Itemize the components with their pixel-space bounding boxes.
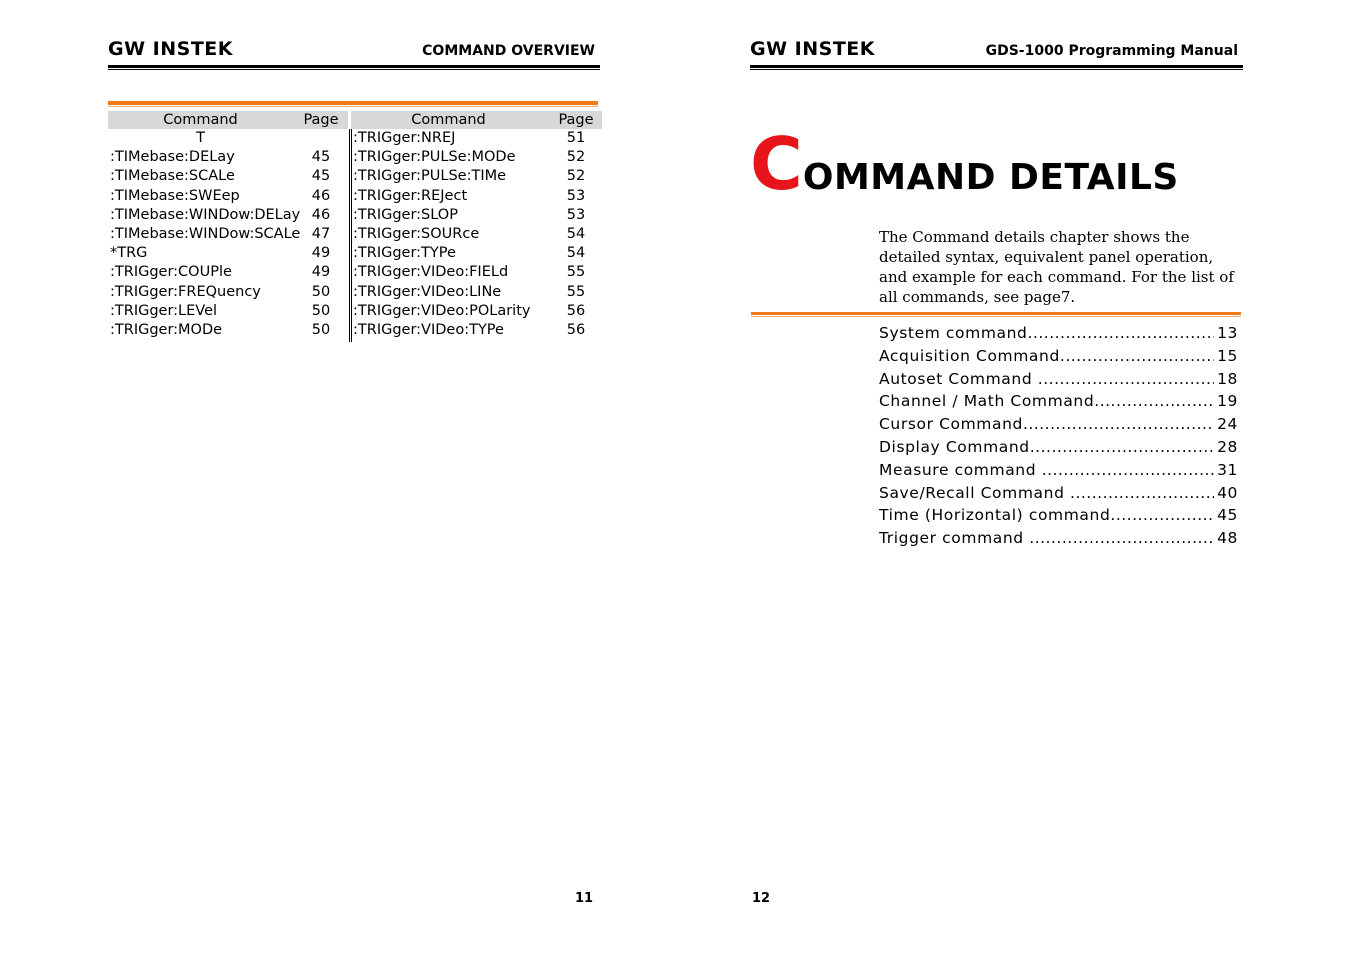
page-cell: 55 — [566, 264, 586, 281]
command-cell: :TIMebase:DELay — [110, 149, 235, 166]
toc-entry[interactable] — [879, 390, 1238, 413]
right-page — [675, 0, 1350, 954]
page-cell: 53 — [566, 206, 586, 223]
command-cell: :TIMebase:WINDow:SCALe — [110, 225, 301, 242]
page-cell: 50 — [311, 283, 331, 300]
table-row — [108, 129, 348, 148]
toc-leader-dots — [1060, 345, 1214, 368]
table-row — [351, 129, 602, 148]
header-title: GDS-1000 Programming Manual — [985, 43, 1238, 59]
header-rule — [750, 65, 1243, 68]
table-row — [351, 302, 602, 321]
toc-label: Trigger command — [879, 529, 1030, 548]
table-header — [108, 111, 348, 129]
page-cell: 46 — [311, 206, 331, 223]
toc-label: Channel / Math Command — [879, 392, 1095, 411]
command-cell: :TRIGger:REJect — [353, 187, 468, 204]
toc-label: Time (Horizontal) command — [879, 506, 1111, 525]
toc-leader-dots — [1028, 322, 1215, 345]
command-column-right — [351, 111, 602, 340]
table-row — [351, 206, 602, 225]
table-header — [351, 111, 602, 129]
chapter-intro: The Command details chapter shows the detailed syntax, equivalent panel operation, and example for each command. For the list of all commands, see page7. — [879, 228, 1234, 306]
command-cell: :TRIGger:VIDeo:FIELd — [353, 264, 509, 281]
table-row — [108, 187, 348, 206]
toc-page: 28 — [1217, 437, 1238, 456]
page-cell: 56 — [566, 321, 586, 338]
toc-entry[interactable] — [879, 368, 1238, 391]
toc-leader-dots — [1070, 482, 1214, 505]
toc-leader-dots — [1110, 504, 1214, 527]
table-row — [108, 321, 348, 340]
header-title: COMMAND OVERVIEW — [422, 43, 595, 59]
command-cell: T — [196, 130, 205, 146]
toc-entry[interactable] — [879, 459, 1238, 482]
toc-page: 31 — [1217, 460, 1238, 479]
toc-entry[interactable] — [879, 527, 1238, 550]
toc-entry[interactable] — [879, 345, 1238, 368]
toc-label: Acquisition Command — [879, 346, 1060, 365]
command-cell: :TRIGger:MODe — [110, 321, 223, 338]
toc-label: System command — [879, 324, 1028, 342]
page-cell: 55 — [566, 283, 586, 300]
table-row — [351, 263, 602, 282]
toc-entry[interactable] — [879, 436, 1238, 459]
chapter-toc — [879, 322, 1238, 550]
column-divider — [349, 129, 352, 342]
toc-label: Measure command — [879, 460, 1042, 479]
table-row — [108, 206, 348, 225]
command-cell: :TRIGger:SOURce — [353, 225, 480, 242]
command-cell: :TIMebase:WINDow:DELay — [110, 206, 301, 223]
toc-label: Save/Recall Command — [879, 483, 1071, 502]
command-cell: :TRIGger:COUPle — [110, 264, 232, 281]
header-command: Command — [411, 112, 486, 128]
command-cell: :TIMebase:SCALe — [110, 168, 235, 185]
header-page: Page — [303, 112, 339, 128]
page-cell: 49 — [311, 245, 331, 262]
toc-leader-dots — [1023, 413, 1214, 436]
header-rule-thin — [108, 69, 600, 70]
toc-leader-dots — [1094, 390, 1214, 413]
header-rule — [108, 65, 600, 68]
page-cell: 54 — [566, 225, 586, 242]
table-row — [351, 148, 602, 167]
table-row — [108, 283, 348, 302]
page-cell: 45 — [311, 168, 331, 185]
page-cell: 46 — [311, 187, 331, 204]
toc-page: 48 — [1217, 529, 1238, 548]
toc-label: Autoset Command — [879, 369, 1038, 388]
page-cell: 51 — [566, 130, 586, 146]
toc-leader-dots — [1030, 436, 1214, 459]
toc-entry[interactable] — [879, 322, 1238, 345]
command-cell: :TIMebase:SWEep — [110, 187, 240, 204]
header-command: Command — [163, 112, 238, 128]
page-cell: 47 — [311, 225, 331, 242]
command-cell: :TRIGger:TYPe — [353, 245, 456, 262]
table-row — [351, 187, 602, 206]
page-cell: 54 — [566, 245, 586, 262]
page-cell: 52 — [566, 149, 586, 166]
toc-entry[interactable] — [879, 482, 1238, 505]
toc-label: Display Command — [879, 437, 1030, 456]
gw-instek-logo: GW INSTEK — [750, 38, 875, 60]
command-cell: :TRIGger:SLOP — [353, 206, 458, 223]
table-top-bar — [108, 101, 598, 105]
page-cell: 45 — [311, 149, 331, 166]
chapter-initial: C — [750, 122, 803, 206]
command-cell: :TRIGger:VIDeo:POLarity — [353, 302, 531, 319]
page-number: 11 — [575, 891, 594, 906]
table-row — [351, 244, 602, 263]
header-page: Page — [558, 112, 594, 128]
toc-entry[interactable] — [879, 413, 1238, 436]
table-row — [351, 283, 602, 302]
chapter-title — [750, 122, 1179, 206]
page-cell: 53 — [566, 187, 586, 204]
command-cell: :TRIGger:PULSe:TIMe — [353, 168, 507, 185]
table-row — [351, 225, 602, 244]
table-row — [108, 302, 348, 321]
command-cell: :TRIGger:VIDeo:TYPe — [353, 321, 504, 338]
toc-leader-dots — [1038, 368, 1214, 391]
toc-entry[interactable] — [879, 504, 1238, 527]
command-cell: :TRIGger:VIDeo:LINe — [353, 283, 502, 300]
table-top-bar-thin — [108, 106, 598, 107]
toc-top-bar-thin — [751, 316, 1241, 317]
gw-instek-logo: GW INSTEK — [108, 38, 233, 60]
toc-page: 19 — [1217, 392, 1238, 411]
table-row — [108, 225, 348, 244]
page-cell: 50 — [311, 321, 331, 338]
command-cell: :TRIGger:LEVel — [110, 302, 218, 319]
command-cell: :TRIGger:FREQuency — [110, 283, 261, 300]
toc-leader-dots — [1029, 527, 1214, 550]
toc-page: 40 — [1217, 483, 1238, 502]
toc-top-bar — [751, 312, 1241, 315]
table-row — [108, 148, 348, 167]
table-row — [351, 321, 602, 340]
toc-leader-dots — [1042, 459, 1214, 482]
table-row — [351, 167, 602, 186]
page-number: 12 — [752, 891, 771, 906]
toc-label: Cursor Command — [879, 415, 1023, 434]
command-column-left — [108, 111, 348, 340]
toc-page: 24 — [1217, 415, 1238, 434]
command-cell: *TRG — [110, 245, 148, 262]
chapter-title-rest: OMMAND DETAILS — [802, 157, 1179, 198]
command-cell: :TRIGger:PULSe:MODe — [353, 149, 516, 166]
page-cell: 52 — [566, 168, 586, 185]
page-cell: 50 — [311, 302, 331, 319]
toc-page: 45 — [1217, 506, 1238, 525]
command-cell: :TRIGger:NREJ — [353, 130, 456, 146]
toc-page: 15 — [1217, 346, 1238, 365]
toc-page: 18 — [1217, 369, 1238, 388]
toc-page: 13 — [1217, 324, 1238, 342]
header-rule-thin — [750, 69, 1243, 70]
table-row — [108, 167, 348, 186]
page-cell: 56 — [566, 302, 586, 319]
table-row — [108, 244, 348, 263]
page-cell: 49 — [311, 264, 331, 281]
table-row — [108, 263, 348, 282]
